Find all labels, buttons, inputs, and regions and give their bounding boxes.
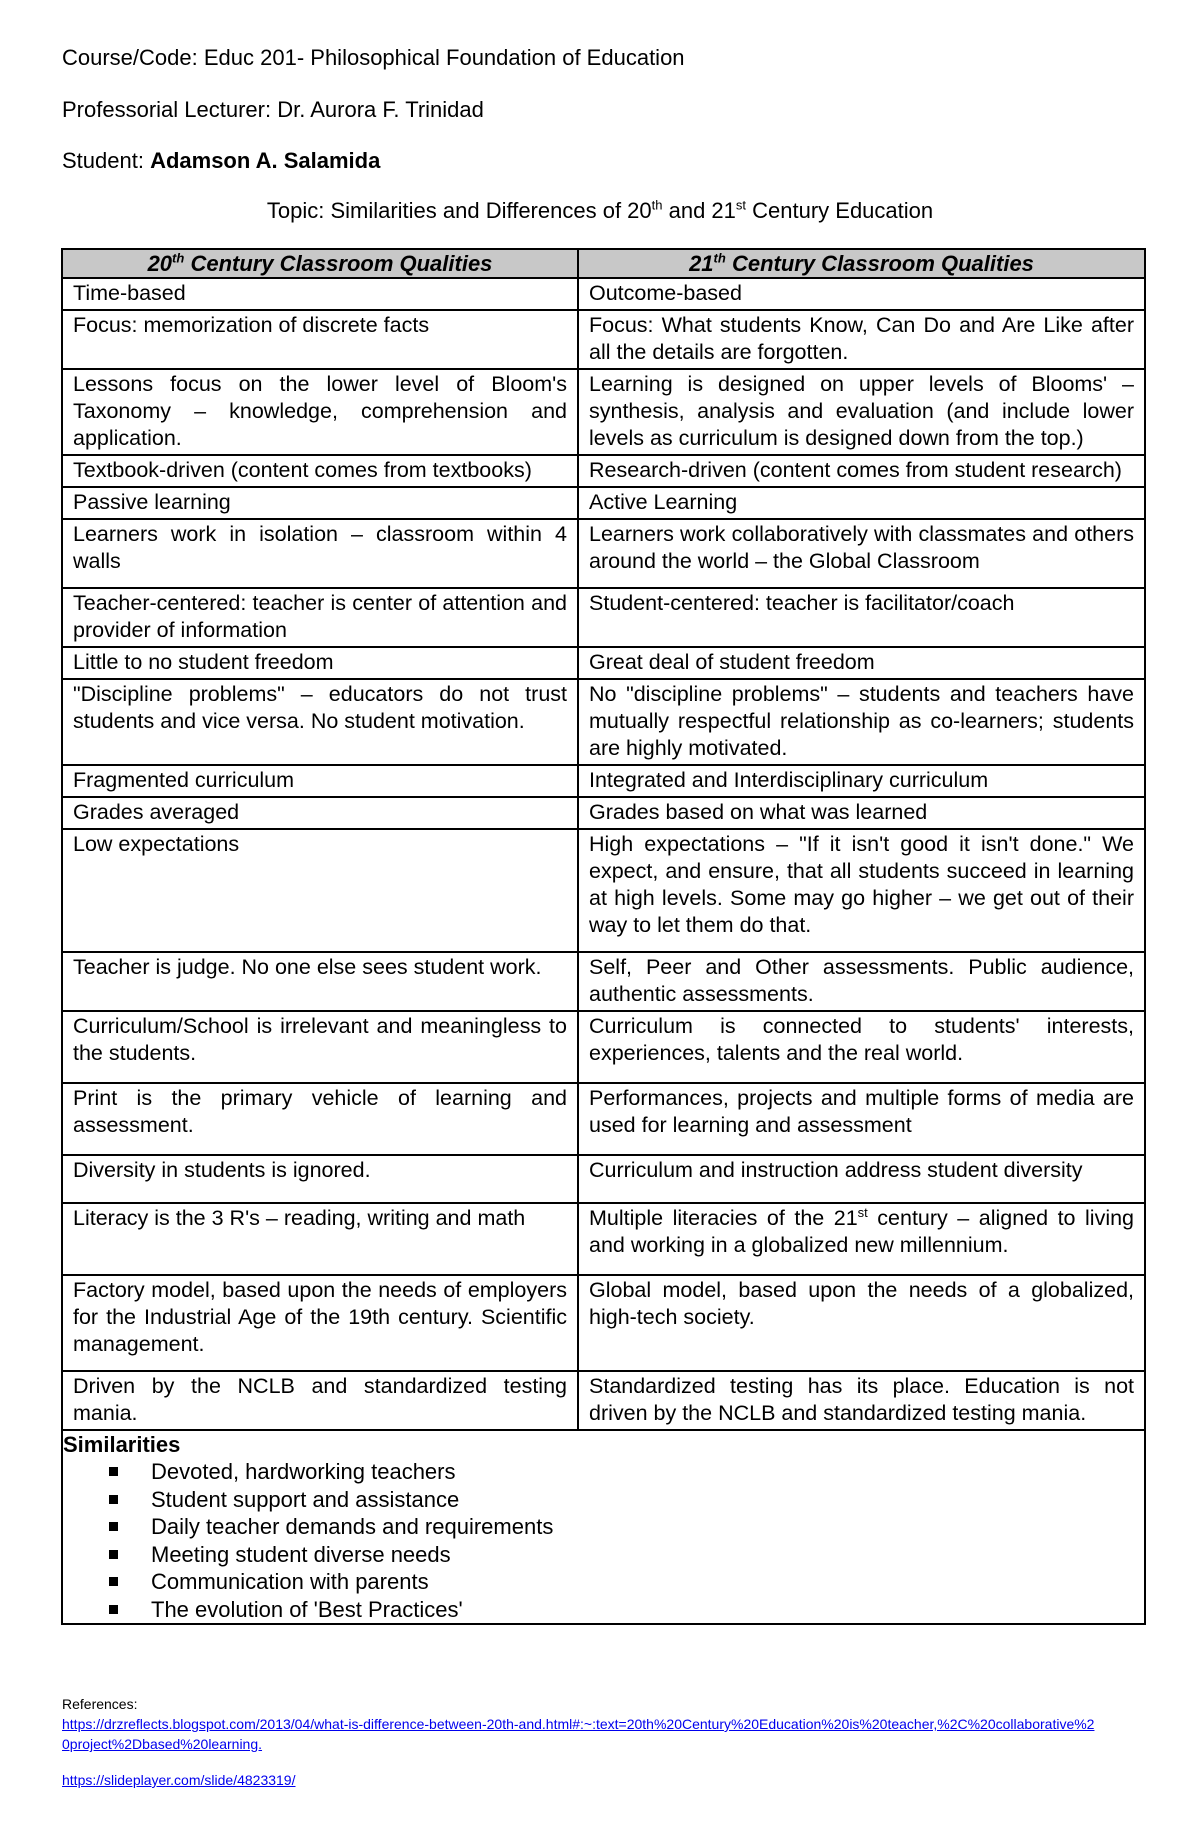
col2-header-sup: th	[713, 250, 726, 266]
table-row	[62, 1275, 1145, 1371]
cell-21st-pre: Multiple literacies of the 21	[589, 1206, 858, 1230]
table-row	[62, 455, 1145, 487]
cell-20th: Passive learning	[62, 487, 578, 519]
cell-21st-sup: st	[857, 1204, 868, 1220]
table-row	[62, 310, 1145, 369]
cell-20th: Teacher is judge. No one else sees student work.	[62, 952, 578, 1011]
table-row	[62, 487, 1145, 519]
cell-21st: Learners work collaboratively with classmates and others around the world – the Global Classroom	[578, 519, 1145, 588]
cell-21st: Performances, projects and multiple forms of media are used for learning and assessment	[578, 1083, 1145, 1155]
student-name: Adamson A. Salamida	[150, 148, 381, 173]
table-row	[62, 1203, 1145, 1275]
similarities-list	[63, 1458, 1144, 1623]
cell-21st: Integrated and Interdisciplinary curriculum	[578, 765, 1145, 797]
lecturer-line	[62, 97, 484, 123]
cell-20th: Learners work in isolation – classroom within 4 walls	[62, 519, 578, 588]
course-label: Course/Code:	[62, 45, 198, 70]
table-row	[62, 519, 1145, 588]
cell-20th: "Discipline problems" – educators do not trust students and vice versa. No student motivation.	[62, 679, 578, 765]
list-item	[109, 1458, 1144, 1486]
similarities-title: Similarities	[63, 1432, 181, 1457]
col2-header-text: Century Classroom Qualities	[725, 251, 1034, 276]
list-item	[109, 1513, 1144, 1541]
similarities-row	[62, 1430, 1145, 1624]
cell-20th: Textbook-driven (content comes from textbooks)	[62, 455, 578, 487]
cell-20th: Time-based	[62, 278, 578, 310]
list-item-text: Daily teacher demands and requirements	[151, 1514, 554, 1539]
topic-line	[0, 198, 1200, 224]
cell-21st: Standardized testing has its place. Education is not driven by the NCLB and standardized testing mania.	[578, 1371, 1145, 1430]
similarities-cell	[62, 1430, 1145, 1624]
course-value: Educ 201- Philosophical Foundation of Education	[203, 45, 685, 70]
cell-21st: Student-centered: teacher is facilitator/coach	[578, 588, 1145, 647]
list-item	[109, 1486, 1144, 1514]
col2-header-num: 21	[689, 251, 714, 276]
cell-20th: Little to no student freedom	[62, 647, 578, 679]
cell-20th: Curriculum/School is irrelevant and meaningless to the students.	[62, 1011, 578, 1083]
table-row	[62, 647, 1145, 679]
cell-21st: Curriculum is connected to students' interests, experiences, talents and the real world.	[578, 1011, 1145, 1083]
lecturer-value: Dr. Aurora F. Trinidad	[277, 97, 484, 122]
table-body	[62, 278, 1145, 1624]
list-item-text: Devoted, hardworking teachers	[151, 1459, 456, 1484]
cell-21st: High expectations – "If it isn't good it isn't done." We expect, and ensure, that all students succeed in learning at high levels. Some may go higher – we get out of their way to let them do that.	[578, 829, 1145, 952]
cell-21st: Great deal of student freedom	[578, 647, 1145, 679]
topic-prefix: Topic: Similarities and Differences of 20	[266, 198, 652, 223]
list-item-text: The evolution of 'Best Practices'	[151, 1596, 463, 1622]
table-row	[62, 1155, 1145, 1203]
table-row	[62, 1371, 1145, 1430]
cell-20th: Literacy is the 3 R's – reading, writing and math	[62, 1203, 578, 1275]
bullet-icon	[109, 1522, 118, 1531]
bullet-icon	[109, 1467, 118, 1476]
cell-21st: Research-driven (content comes from student research)	[578, 455, 1145, 487]
table-row	[62, 765, 1145, 797]
comparison-table	[61, 248, 1146, 1625]
course-line	[62, 45, 685, 71]
cell-21st: Outcome-based	[578, 278, 1145, 310]
table-header-row	[62, 249, 1145, 278]
topic-mid: and 21	[662, 198, 736, 223]
table-row	[62, 829, 1145, 952]
cell-20th: Factory model, based upon the needs of employers for the Industrial Age of the 19th century. Scientific management.	[62, 1275, 578, 1371]
col1-header	[62, 249, 578, 278]
list-item	[109, 1596, 1144, 1624]
references-section	[62, 1694, 1142, 1790]
col1-header-num: 20	[147, 251, 173, 276]
lecturer-label: Professorial Lecturer:	[62, 97, 272, 122]
list-item-text: Communication with parents	[151, 1569, 429, 1594]
topic-suffix: Century Education	[746, 198, 934, 223]
cell-21st: Grades based on what was learned	[578, 797, 1145, 829]
col2-header	[578, 249, 1145, 278]
table-row	[62, 679, 1145, 765]
cell-20th: Diversity in students is ignored.	[62, 1155, 578, 1203]
bullet-icon	[109, 1495, 118, 1504]
cell-20th: Lessons focus on the lower level of Bloom's Taxonomy – knowledge, comprehension and application.	[62, 369, 578, 455]
references-label: References:	[62, 1696, 138, 1712]
cell-21st: Active Learning	[578, 487, 1145, 519]
cell-21st: No "discipline problems" – students and teachers have mutually respectful relationship as co-learners; students are highly motivated.	[578, 679, 1145, 765]
table-row	[62, 1083, 1145, 1155]
topic-sup-th: th	[651, 197, 663, 213]
topic-sup-st: st	[735, 197, 747, 213]
bullet-icon	[109, 1550, 118, 1559]
bullet-icon	[109, 1605, 118, 1614]
student-line	[62, 148, 380, 174]
cell-20th: Low expectations	[62, 829, 578, 952]
cell-20th: Teacher-centered: teacher is center of attention and provider of information	[62, 588, 578, 647]
cell-21st-post: century – aligned to living and working in a globalized new millennium.	[589, 1206, 1135, 1257]
cell-21st: Learning is designed on upper levels of Blooms' – synthesis, analysis and evaluation (and include lower levels as curriculum is designed down from the top.)	[578, 369, 1145, 455]
table-row	[62, 952, 1145, 1011]
list-item-text: Meeting student diverse needs	[151, 1541, 451, 1567]
list-item	[109, 1568, 1144, 1596]
col1-header-sup: th	[172, 250, 185, 266]
reference-link-1[interactable]: https://drzreflects.blogspot.com/2013/04/what-is-difference-between-20th-and.html#:~:text=20th%20Century%20Education%20is%20teacher,%2C%20collaborative%20project%2Dbased%20learning.	[62, 1716, 1095, 1752]
col1-header-text: Century Classroom Qualities	[184, 251, 493, 276]
list-item	[109, 1541, 1144, 1569]
cell-20th: Grades averaged	[62, 797, 578, 829]
table-row	[62, 278, 1145, 310]
cell-20th: Driven by the NCLB and standardized testing mania.	[62, 1371, 578, 1430]
cell-20th: Fragmented curriculum	[62, 765, 578, 797]
list-item-text: Student support and assistance	[151, 1486, 460, 1512]
cell-21st: Global model, based upon the needs of a globalized, high-tech society.	[578, 1275, 1145, 1371]
cell-21st: Focus: What students Know, Can Do and Are Like after all the details are forgotten.	[578, 310, 1145, 369]
table-row	[62, 588, 1145, 647]
table-row	[62, 369, 1145, 455]
student-label: Student:	[62, 148, 144, 173]
cell-20th: Focus: memorization of discrete facts	[62, 310, 578, 369]
cell-21st: Self, Peer and Other assessments. Public audience, authentic assessments.	[578, 952, 1145, 1011]
cell-21st	[578, 1203, 1145, 1275]
table-row	[62, 1011, 1145, 1083]
bullet-icon	[109, 1577, 118, 1586]
table-row	[62, 797, 1145, 829]
cell-21st: Curriculum and instruction address student diversity	[578, 1155, 1145, 1203]
reference-link-2[interactable]: https://slideplayer.com/slide/4823319/	[62, 1772, 296, 1788]
cell-20th: Print is the primary vehicle of learning and assessment.	[62, 1083, 578, 1155]
